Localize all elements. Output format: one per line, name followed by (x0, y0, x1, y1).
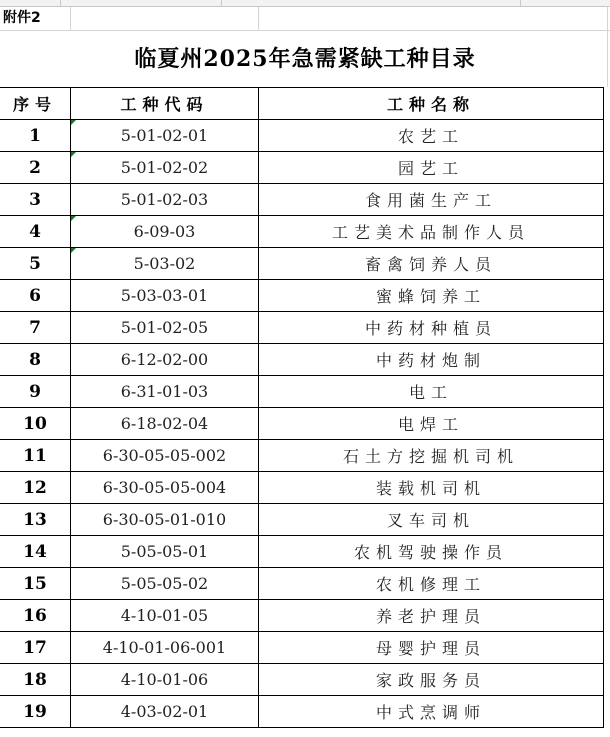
error-indicator-icon[interactable] (71, 120, 76, 125)
name-cell[interactable] (259, 312, 604, 344)
gridline (607, 7, 608, 30)
gridline (607, 31, 608, 87)
table-row (0, 504, 604, 536)
code-cell-text: 6-12-02-00 (120, 350, 209, 369)
name-cell[interactable] (259, 120, 604, 152)
name-cell[interactable] (259, 536, 604, 568)
seq-cell-text: 13 (23, 509, 47, 530)
name-cell-text: 叉车司机 (386, 511, 475, 530)
code-cell[interactable] (71, 312, 259, 344)
gridline (258, 7, 259, 30)
name-cell[interactable] (259, 600, 604, 632)
seq-cell-text: 15 (23, 573, 47, 594)
code-cell[interactable] (71, 216, 259, 248)
table-row (0, 312, 604, 344)
table-row (0, 120, 604, 152)
seq-cell-text: 2 (29, 157, 41, 178)
code-cell-text: 5-05-05-02 (120, 574, 209, 593)
code-cell-text: 5-01-02-05 (120, 318, 209, 337)
table-row (0, 280, 604, 312)
table-row (0, 376, 604, 408)
code-cell-text: 4-10-01-06-001 (102, 638, 227, 657)
seq-cell[interactable] (0, 376, 71, 408)
name-cell[interactable] (259, 408, 604, 440)
code-cell[interactable] (71, 376, 259, 408)
column-separator[interactable] (221, 0, 222, 6)
code-cell[interactable] (71, 568, 259, 600)
code-cell[interactable] (71, 184, 259, 216)
name-cell-text: 畜禽饲养人员 (364, 255, 497, 274)
seq-cell[interactable] (0, 280, 71, 312)
seq-cell-text: 16 (23, 605, 47, 626)
name-cell[interactable] (259, 664, 604, 696)
name-cell-text: 农机修理工 (375, 575, 486, 594)
error-indicator-icon[interactable] (71, 248, 76, 253)
code-cell-text: 4-10-01-06 (120, 670, 209, 689)
seq-cell[interactable] (0, 152, 71, 184)
seq-cell[interactable] (0, 472, 71, 504)
name-cell-text: 中药材种植员 (364, 319, 497, 338)
name-cell-text: 农机驾驶操作员 (353, 543, 508, 562)
code-cell[interactable] (71, 536, 259, 568)
seq-cell[interactable] (0, 408, 71, 440)
seq-cell-text: 3 (29, 189, 41, 210)
name-cell[interactable] (259, 472, 604, 504)
code-cell[interactable] (71, 440, 259, 472)
table-row (0, 664, 604, 696)
seq-cell[interactable] (0, 568, 71, 600)
error-indicator-icon[interactable] (71, 152, 76, 157)
seq-cell[interactable] (0, 440, 71, 472)
seq-cell[interactable] (0, 696, 71, 728)
name-cell[interactable] (259, 344, 604, 376)
table-row (0, 152, 604, 184)
table-row (0, 216, 604, 248)
seq-cell-text: 6 (29, 285, 41, 306)
header-row (0, 88, 604, 120)
seq-cell[interactable] (0, 504, 71, 536)
name-cell[interactable] (259, 152, 604, 184)
name-cell[interactable] (259, 568, 604, 600)
code-cell-text: 6-30-05-05-002 (102, 446, 227, 465)
code-cell[interactable] (71, 344, 259, 376)
seq-cell-text: 5 (29, 253, 41, 274)
seq-cell[interactable] (0, 600, 71, 632)
column-header-strip (0, 0, 610, 7)
header-name[interactable]: 工种名称 (259, 88, 604, 120)
name-cell-text: 工艺美术品制作人员 (331, 223, 530, 242)
name-cell-text: 养老护理员 (375, 607, 486, 626)
name-cell-text: 农艺工 (397, 127, 464, 146)
seq-cell-text: 17 (23, 637, 47, 658)
code-cell[interactable] (71, 600, 259, 632)
name-cell[interactable] (259, 280, 604, 312)
attachment-row[interactable] (0, 7, 610, 31)
code-cell-text: 6-30-05-01-010 (102, 510, 227, 529)
name-cell-text: 蜜蜂饲养工 (375, 287, 486, 306)
seq-cell[interactable] (0, 664, 71, 696)
attachment-label[interactable]: 附件2 (3, 10, 41, 26)
name-cell-text: 电焊工 (397, 415, 464, 434)
name-cell[interactable] (259, 696, 604, 728)
code-cell-text: 4-10-01-05 (120, 606, 209, 625)
name-cell[interactable] (259, 504, 604, 536)
code-cell[interactable] (71, 472, 259, 504)
job-catalog-table (0, 87, 604, 728)
seq-cell-text: 19 (23, 701, 47, 722)
code-cell[interactable] (71, 248, 259, 280)
table-row (0, 184, 604, 216)
name-cell-text: 电工 (408, 383, 453, 402)
code-cell[interactable] (71, 504, 259, 536)
code-cell-text: 5-01-02-03 (120, 190, 209, 209)
seq-cell-text: 14 (23, 541, 47, 562)
seq-cell[interactable] (0, 632, 71, 664)
table-row (0, 568, 604, 600)
table-row (0, 536, 604, 568)
code-cell-text: 5-05-05-01 (120, 542, 209, 561)
code-cell-text: 5-03-03-01 (120, 286, 209, 305)
code-cell[interactable] (71, 280, 259, 312)
error-indicator-icon[interactable] (71, 216, 76, 221)
code-cell[interactable] (71, 152, 259, 184)
name-cell-text: 家政服务员 (375, 671, 486, 690)
name-cell-text: 园艺工 (397, 159, 464, 178)
seq-cell-text: 10 (23, 413, 47, 434)
seq-cell-text: 18 (23, 669, 47, 690)
column-separator[interactable] (520, 0, 521, 6)
table-row (0, 632, 604, 664)
seq-cell[interactable] (0, 536, 71, 568)
table-row (0, 408, 604, 440)
name-cell[interactable] (259, 248, 604, 280)
seq-cell[interactable] (0, 248, 71, 280)
name-cell[interactable] (259, 216, 604, 248)
name-cell-text: 中药材炮制 (375, 351, 486, 370)
name-cell-text: 母婴护理员 (375, 639, 486, 658)
name-cell[interactable] (259, 440, 604, 472)
table-row (0, 600, 604, 632)
table-row (0, 248, 604, 280)
seq-cell[interactable] (0, 312, 71, 344)
seq-cell-text: 1 (29, 125, 41, 146)
code-cell-text: 4-03-02-01 (120, 702, 209, 721)
name-cell[interactable] (259, 184, 604, 216)
code-cell-text: 5-01-02-02 (120, 158, 209, 177)
seq-cell-text: 4 (29, 221, 41, 242)
code-cell-text: 6-09-03 (133, 222, 196, 241)
seq-cell[interactable] (0, 344, 71, 376)
header-seq[interactable]: 序号 (0, 88, 71, 120)
seq-cell[interactable] (0, 216, 71, 248)
table-row (0, 696, 604, 728)
name-cell[interactable] (259, 376, 604, 408)
name-cell[interactable] (259, 632, 604, 664)
seq-cell-text: 12 (23, 477, 47, 498)
table-row (0, 440, 604, 472)
seq-cell[interactable] (0, 120, 71, 152)
name-cell-text: 食用菌生产工 (364, 191, 497, 210)
seq-cell-text: 7 (29, 317, 41, 338)
code-cell-text: 6-18-02-04 (120, 414, 209, 433)
header-code[interactable]: 工种代码 (71, 88, 259, 120)
page-title[interactable]: 临夏州2025年急需紧缺工种目录 (134, 46, 476, 72)
seq-cell-text: 8 (29, 349, 41, 370)
title-row[interactable] (0, 31, 610, 87)
seq-cell-text: 11 (23, 445, 47, 466)
code-cell-text: 6-31-01-03 (120, 382, 209, 401)
seq-cell-text: 9 (29, 381, 41, 402)
code-cell[interactable] (71, 408, 259, 440)
table-row (0, 472, 604, 504)
table-row (0, 344, 604, 376)
code-cell-text: 6-30-05-05-004 (102, 478, 227, 497)
column-separator[interactable] (60, 0, 61, 6)
code-cell[interactable] (71, 696, 259, 728)
code-cell[interactable] (71, 664, 259, 696)
name-cell-text: 装载机司机 (375, 479, 486, 498)
code-cell[interactable] (71, 632, 259, 664)
seq-cell[interactable] (0, 184, 71, 216)
gridline (70, 7, 71, 30)
code-cell-text: 5-01-02-01 (120, 126, 209, 145)
name-cell-text: 中式烹调师 (375, 703, 486, 722)
code-cell[interactable] (71, 120, 259, 152)
name-cell-text: 石土方挖掘机司机 (342, 447, 519, 466)
code-cell-text: 5-03-02 (133, 254, 196, 273)
